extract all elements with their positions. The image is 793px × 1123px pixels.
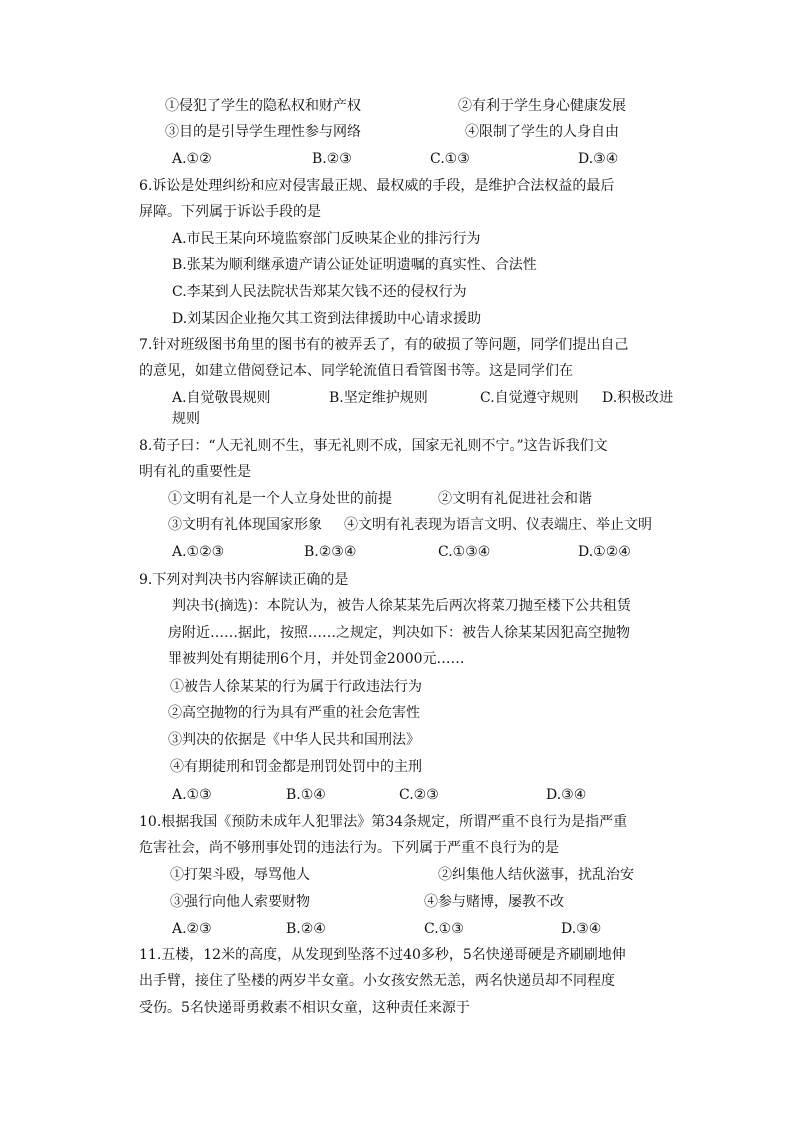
q5-answer-b: B.②③ (312, 151, 352, 167)
q5-answer-d: D.③④ (578, 151, 619, 167)
q5-option-1: ①侵犯了学生的隐私权和财产权 (165, 98, 361, 114)
q8-option-1: ①文明有礼是一个人立身处世的前提 (168, 491, 392, 507)
q6-stem-line-2: 屏障。下列属于诉讼手段的是 (139, 204, 321, 220)
q9-answer-a: A.①③ (172, 787, 212, 803)
q5-answer-c: C.①③ (430, 151, 470, 167)
q10-stem-line-1: 10.根据我国《预防未成年人犯罪法》第34条规定，所谓严重不良行为是指严重 (139, 814, 628, 830)
q10-option-3: ③强行向他人索要财物 (170, 894, 310, 910)
q10-stem-line-2: 危害社会，尚不够刑事处罚的违法行为。下列属于严重不良行为的是 (139, 840, 559, 856)
q8-option-4: ④文明有礼表现为语言文明、仪表端庄、举止文明 (344, 517, 652, 533)
q8-answer-a: A.①②③ (172, 544, 225, 560)
q5-option-3: ③目的是引导学生理性参与网络 (165, 124, 361, 140)
q9-answer-c: C.②③ (399, 787, 439, 803)
q10-answer-c: C.①③ (424, 921, 464, 937)
q6-stem-line-1: 6.诉讼是处理纠纷和应对侵害最正规、最权威的手段，是维护合法权益的最后 (139, 178, 615, 194)
q9-option-3: ③判决的依据是《中华人民共和国刑法》 (168, 732, 420, 748)
q9-option-2: ②高空抛物的行为具有严重的社会危害性 (168, 705, 420, 721)
q9-option-1: ①被告人徐某某的行为属于行政违法行为 (170, 679, 422, 695)
q11-stem-line-2: 出手臂，接住了坠楼的两岁半女童。小女孩安然无恙，两名快递员却不同程度 (139, 973, 615, 989)
q7-answer-d-continued: 规则 (172, 411, 200, 427)
q9-option-4: ④有期徒刑和罚金都是刑罚处罚中的主刑 (170, 759, 422, 775)
q7-answer-d: D.积极改进 (602, 390, 674, 406)
q9-verdict-line-2: 房附近……据此，按照……之规定，判决如下：被告人徐某某因犯高空抛物 (168, 625, 630, 641)
q8-answer-c: C.①③④ (438, 544, 491, 560)
q6-answer-a: A.市民王某向环境监察部门反映某企业的排污行为 (172, 231, 481, 247)
q10-answer-a: A.②③ (172, 921, 212, 937)
q6-answer-d: D.刘某因企业拖欠其工资到法律援助中心请求援助 (172, 311, 482, 327)
q8-option-2: ②文明有礼促进社会和谐 (438, 491, 592, 507)
q10-option-1: ①打架斗殴，辱骂他人 (170, 867, 310, 883)
q9-stem: 9.下列对判决书内容解读正确的是 (139, 572, 349, 588)
q9-answer-b: B.①④ (286, 787, 326, 803)
q7-answer-b: B.坚定维护规则 (329, 390, 428, 406)
q7-stem-line-1: 7.针对班级图书角里的图书有的被弄丢了，有的破损了等问题，同学们提出自己 (139, 337, 629, 353)
q8-answer-b: B.②③④ (304, 544, 357, 560)
q10-option-4: ④参与赌博，屡教不改 (424, 894, 564, 910)
q6-answer-b: B.张某为顺利继承遗产请公证处证明遗嘱的真实性、合法性 (172, 257, 537, 273)
q6-answer-c: C.李某到人民法院状告郑某欠钱不还的侵权行为 (172, 284, 467, 300)
q8-option-3: ③文明有礼体现国家形象 (168, 517, 322, 533)
q8-stem-line-1: 8.荀子曰：“人无礼则不生，事无礼则不成，国家无礼则不宁。”这告诉我们文 (139, 438, 608, 454)
q9-answer-d: D.③④ (546, 787, 587, 803)
q11-stem-line-1: 11.五楼，12米的高度，从发现到坠落不过40多秒，5名快递哥硬是齐刷刷地伸 (139, 947, 626, 963)
q8-stem-line-2: 明有礼的重要性是 (139, 464, 251, 480)
q5-option-4: ④限制了学生的人身自由 (465, 124, 619, 140)
q7-stem-line-2: 的意见，如建立借阅登记本、同学轮流值日看管图书等。这是同学们在 (139, 363, 573, 379)
q11-stem-line-3: 受伤。5名快递哥勇救素不相识女童，这种责任来源于 (139, 1000, 470, 1016)
q8-answer-d: D.①②④ (578, 544, 631, 560)
q5-option-2: ②有利于学生身心健康发展 (458, 98, 626, 114)
q9-verdict-line-1: 判决书(摘选)：本院认为，被告人徐某某先后两次将菜刀抛至楼下公共租赁 (172, 598, 631, 614)
q10-answer-b: B.②④ (286, 921, 326, 937)
q10-option-2: ②纠集他人结伙滋事，扰乱治安 (438, 867, 634, 883)
q10-answer-d: D.③④ (561, 921, 602, 937)
q7-answer-a: A.自觉敬畏规则 (172, 390, 271, 406)
q9-verdict-line-3: 罪被判处有期徒刑6个月，并处罚金2000元…… (168, 651, 465, 667)
q7-answer-c: C.自觉遵守规则 (480, 390, 579, 406)
q5-answer-a: A.①② (172, 151, 212, 167)
